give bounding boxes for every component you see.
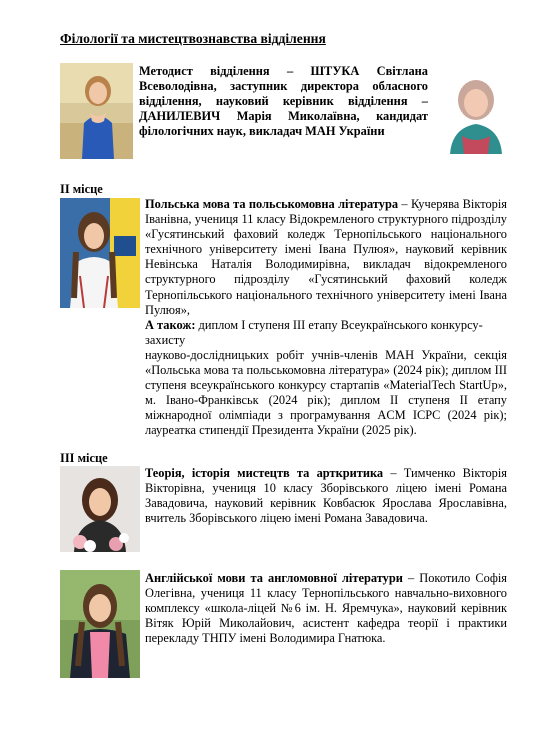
second-place-entry — [145, 197, 507, 439]
supervisor-photo — [444, 70, 508, 154]
methodist-photo — [60, 63, 133, 159]
second-place-subject: Польська мова та польськомовна література — [145, 197, 399, 211]
second-place-label: II місце — [60, 182, 103, 196]
third-place-photo-1 — [60, 466, 140, 552]
second-place-photo — [60, 198, 140, 308]
third-place-entry-1 — [145, 466, 507, 526]
second-place-details: – Кучерява Вікторія Іванівна, учениця 11 класу Відокремленого структурного підрозділу «Гусятинський фаховий коледж Тернопільського національного технічного університету імені Івана Пулюя», науковий керівник Невінська Наталія Володимирівна, викладач відокремленого структурного підрозділу «Гусятинський фаховий коледж Тернопільського національного технічного університету імені Івана Пулюя», — [145, 197, 507, 317]
page-title: Філології та мистецтвознавства відділення — [60, 31, 326, 46]
also-line1: диплом І ступеня ІІІ етапу Всеукраїнського конкурсу-захисту — [145, 317, 483, 347]
third-place-details-2: – Покотило Софія Олегівна, учениця 11 класу Тернопільського навчально-виховного комплексу «школа-ліцей №6 ім. Н. Яремчука», науковий керівник Вітяк Юрій Миколайович, асистент кафедра теорії і практики перекладу ТНПУ імені Володимира Гнатюка. — [145, 571, 508, 646]
methodist-text: Методист відділення – ШТУКА Світлана Всеволодівна, заступник директора обласного відділення, науковий керівник відділення – ДАНИЛЕВИЧ Марія Миколаївна, кандидат філологічних наук, викладач МАН України — [139, 64, 428, 139]
third-place-subject-1: Теорія, історія мистецтв та арткритика — [145, 466, 384, 480]
third-place-subject-2: Англійської мови та англомовної літератури — [145, 571, 403, 585]
third-place-label: III місце — [60, 451, 108, 465]
also-rest: науково-дослідницьких робіт учнів-членів МАН України, секція «Польська мова та польськомовна література» (2024 рік); диплом ІІІ ступеня всеукраїнського конкурсу стартапів «MaterialTech StartUp», м. Івано-Франківськ (2024 рік); диплом ІІ ступеня II етапу міжнародної олімпіади з програмування ACM ICPC (2024 рік); лауреатка стипендії Президента України (2025 рік). — [145, 347, 507, 438]
third-place-photo-2 — [60, 570, 140, 678]
also-label: А також: — [145, 317, 196, 332]
third-place-details-1: – Тимченко Вікторія Вікторівна, учениця 10 класу Зборівського ліцею імені Романа Завадовича, науковий керівник Ковбасюк Ярослава Ярославівна, вчитель Зборівського ліцею імені Романа Завадовича. — [145, 466, 507, 526]
third-place-entry-2 — [145, 571, 507, 646]
